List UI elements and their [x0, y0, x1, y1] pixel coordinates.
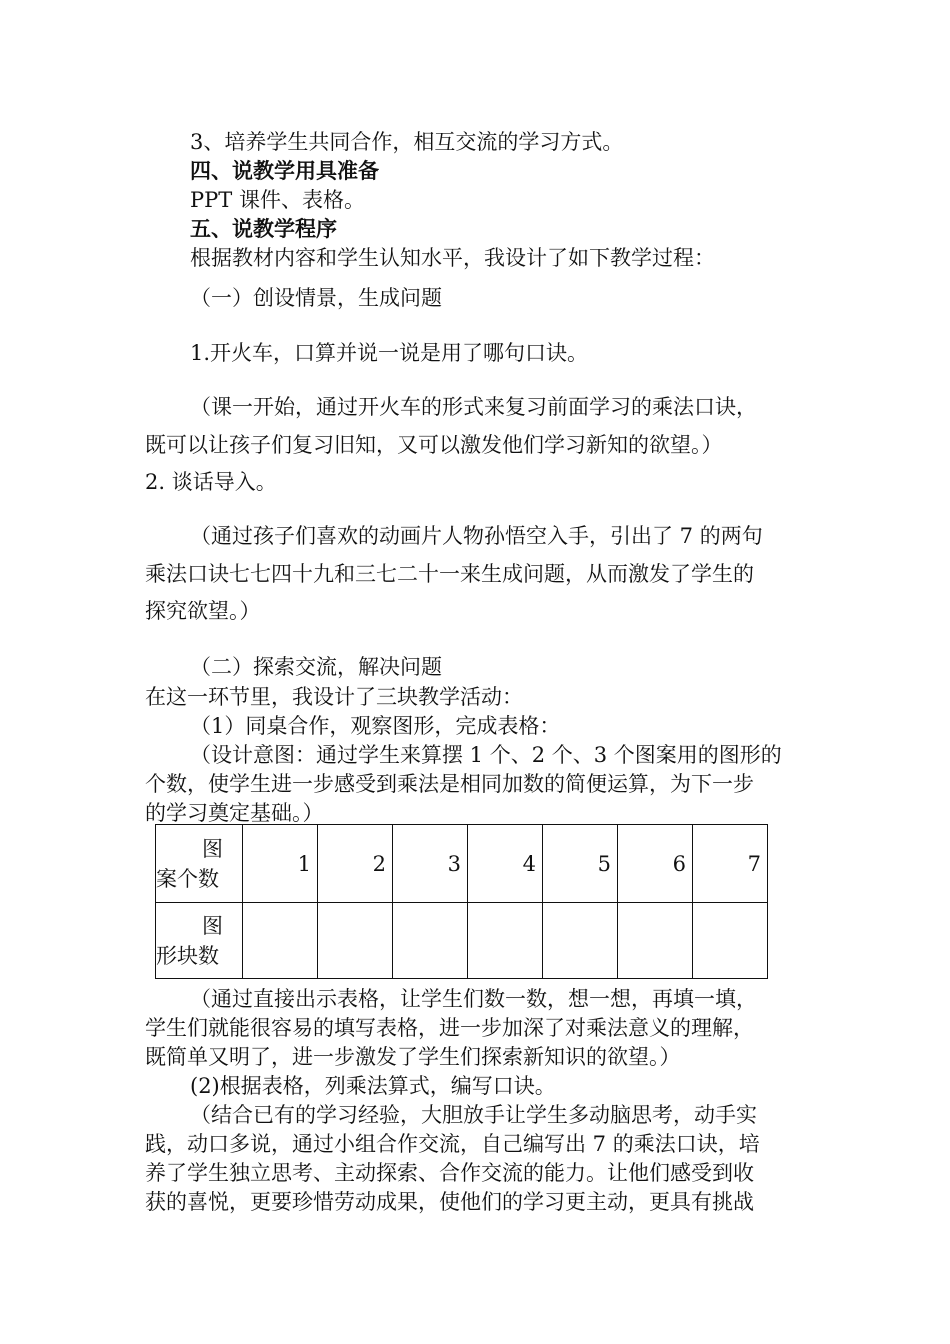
table-cell: 6	[618, 825, 693, 903]
table-cell: 5	[543, 825, 618, 903]
paragraph-line: 学生们就能很容易的填写表格，进一步加深了对乘法意义的理解，	[145, 1016, 754, 1040]
table-cell-blank[interactable]	[543, 903, 618, 979]
heading-teaching-procedure: 五、说教学程序	[190, 217, 337, 241]
section-2-title: （二）探索交流，解决问题	[190, 655, 442, 679]
paragraph-line: （通过孩子们喜欢的动画片人物孙悟空入手，引出了 7 的两句	[190, 524, 763, 548]
table-cell: 4	[468, 825, 543, 903]
table-cell: 3	[393, 825, 468, 903]
paragraph-line: 获的喜悦，更要珍惜劳动成果，使他们的学习更主动，更具有挑战	[145, 1190, 754, 1214]
paragraph-line: 养了学生独立思考、主动探索、合作交流的能力。让他们感受到收	[145, 1161, 754, 1185]
row-header-pattern-count: 图 案个数	[156, 825, 243, 903]
section-1-title: （一）创设情景，生成问题	[190, 286, 442, 310]
table-cell: 2	[318, 825, 393, 903]
activity-1-title: （1）同桌合作，观察图形，完成表格：	[190, 714, 561, 738]
table-cell-blank[interactable]	[318, 903, 393, 979]
paragraph-line: 践，动口多说，通过小组合作交流，自己编写出 7 的乘法口诀，培	[145, 1132, 760, 1156]
paragraph-line: 既简单又明了，进一步激发了学生们探索新知识的欲望。）	[145, 1045, 681, 1069]
table-cell-blank[interactable]	[393, 903, 468, 979]
procedure-intro: 根据教材内容和学生认知水平，我设计了如下教学过程：	[190, 246, 715, 270]
objective-3: 3、培养学生共同合作，相互交流的学习方式。	[190, 130, 624, 154]
count-table	[155, 824, 768, 979]
table-row	[156, 903, 768, 979]
table-cell-blank[interactable]	[618, 903, 693, 979]
paragraph-line: （结合已有的学习经验，大胆放手让学生多动脑思考，动手实	[190, 1103, 757, 1127]
heading-teaching-tools: 四、说教学用具准备	[190, 159, 379, 183]
table-cell: 1	[243, 825, 318, 903]
paragraph-line: （设计意图：通过学生来算摆 1 个、2 个、3 个图案用的图形的	[190, 743, 782, 767]
table-cell-blank[interactable]	[243, 903, 318, 979]
paragraph-line: 在这一环节里，我设计了三块教学活动：	[145, 685, 523, 709]
paragraph-line: 探究欲望。）	[145, 599, 261, 623]
paragraph-line: （课一开始，通过开火车的形式来复习前面学习的乘法口诀，	[190, 395, 757, 419]
table-cell-blank[interactable]	[468, 903, 543, 979]
activity-2-title: (2)根据表格，列乘法算式，编写口诀。	[190, 1074, 556, 1098]
table-cell: 7	[693, 825, 768, 903]
paragraph-line: 乘法口诀七七四十九和三七二十一来生成问题，从而激发了学生的	[145, 562, 754, 586]
item-2: 2. 谈话导入。	[145, 470, 277, 494]
table-row	[156, 825, 768, 903]
paragraph-line: （通过直接出示表格，让学生们数一数，想一想，再填一填，	[190, 987, 757, 1011]
paragraph-line: 的学习奠定基础。）	[145, 801, 324, 825]
tools-text: PPT 课件、表格。	[190, 188, 365, 212]
item-1: 1.开火车，口算并说一说是用了哪句口诀。	[190, 341, 589, 365]
table-cell-blank[interactable]	[693, 903, 768, 979]
paragraph-line: 个数，使学生进一步感受到乘法是相同加数的简便运算，为下一步	[145, 772, 754, 796]
row-header-shape-count: 图 形块数	[156, 903, 243, 979]
paragraph-line: 既可以让孩子们复习旧知，又可以激发他们学习新知的欲望。）	[145, 433, 723, 457]
